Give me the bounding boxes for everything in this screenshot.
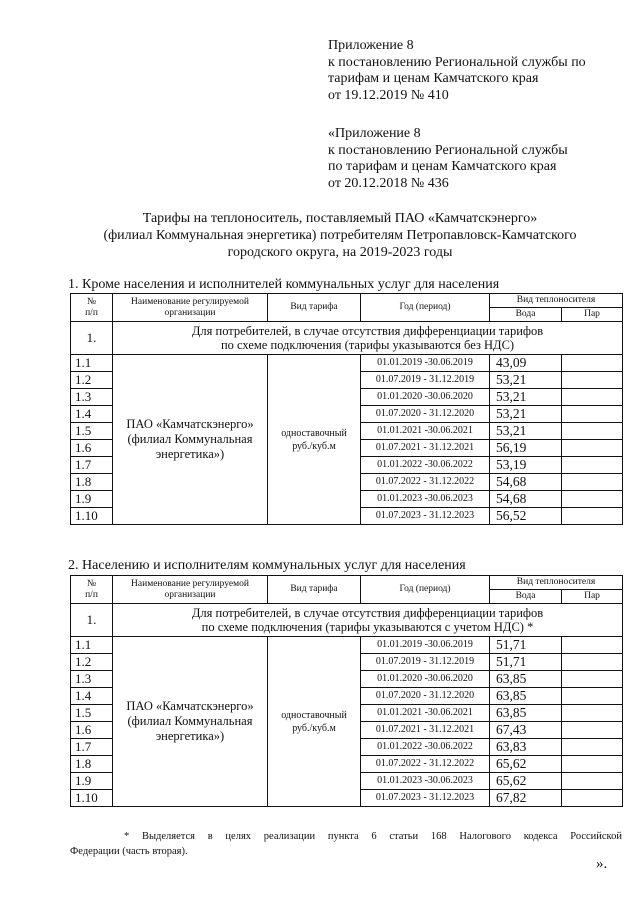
row-steam-value [562, 722, 623, 739]
row-period: 01.01.2020 -30.06.2020 [361, 671, 490, 688]
row-water-value: 63,83 [490, 739, 562, 756]
row-water-value: 65,62 [490, 773, 562, 790]
row-steam-value [562, 773, 623, 790]
org-name-cell: ПАО «Камчатскэнерго» (филиал Коммунальная энергетика») [113, 355, 268, 525]
row-water-value: 54,68 [490, 474, 562, 491]
row-water-value: 53,21 [490, 372, 562, 389]
group-note: Для потребителей, в случае отсутствия дифференциации тарифов по схеме подключения (тарифы указываются с учетом НДС) * [113, 604, 623, 637]
row-period: 01.01.2023 -30.06.2023 [361, 491, 490, 508]
org-name-cell: ПАО «Камчатскэнерго» (филиал Коммунальная энергетика») [113, 637, 268, 807]
row-steam-value [562, 508, 623, 525]
section-1-title: 1. Кроме населения и исполнителей коммунальных услуг для населения [68, 277, 500, 292]
table-row [71, 637, 623, 654]
row-period: 01.01.2022 -30.06.2022 [361, 739, 490, 756]
row-period: 01.01.2020 -30.06.2020 [361, 389, 490, 406]
row-num: 1.2 [71, 372, 113, 389]
row-period: 01.07.2022 - 31.12.2022 [361, 756, 490, 773]
row-steam-value [562, 474, 623, 491]
row-steam-value [562, 491, 623, 508]
row-num: 1.8 [71, 756, 113, 773]
row-water-value: 63,85 [490, 688, 562, 705]
row-steam-value [562, 739, 623, 756]
row-period: 01.07.2019 - 31.12.2019 [361, 654, 490, 671]
row-water-value: 53,21 [490, 406, 562, 423]
row-water-value: 54,68 [490, 491, 562, 508]
annex-line: к постановлению Региональной службы по [328, 54, 586, 70]
row-num: 1.7 [71, 457, 113, 474]
row-water-value: 63,85 [490, 705, 562, 722]
group-num: 1. [71, 604, 113, 637]
row-period: 01.01.2019 -30.06.2019 [361, 637, 490, 654]
row-num: 1.1 [71, 637, 113, 654]
row-period: 01.07.2023 - 31.12.2023 [361, 508, 490, 525]
tariff-table-2 [70, 575, 623, 807]
header-carrier: Вид теплоносителя [490, 576, 623, 590]
row-num: 1.9 [71, 491, 113, 508]
row-num: 1.1 [71, 355, 113, 372]
header-carrier: Вид теплоносителя [490, 294, 623, 308]
row-num: 1.10 [71, 508, 113, 525]
row-steam-value [562, 440, 623, 457]
row-steam-value [562, 756, 623, 773]
annex-line: по тарифам и ценам Камчатского края [328, 159, 557, 174]
row-period: 01.01.2021 -30.06.2021 [361, 705, 490, 722]
row-period: 01.01.2022 -30.06.2022 [361, 457, 490, 474]
footnote [70, 829, 622, 859]
row-period: 01.07.2021 - 31.12.2021 [361, 722, 490, 739]
header-tariff-type: Вид тарифа [268, 294, 361, 322]
table-row [71, 355, 623, 372]
header-steam: Пар [562, 308, 623, 322]
row-water-value: 51,71 [490, 637, 562, 654]
header-org: Наименование регулируемой организации [113, 294, 268, 322]
header-tariff-type: Вид тарифа [268, 576, 361, 604]
row-water-value: 51,71 [490, 654, 562, 671]
row-num: 1.7 [71, 739, 113, 756]
header-water: Вода [490, 590, 562, 604]
document-title [60, 210, 620, 261]
row-num: 1.4 [71, 406, 113, 423]
annex-line: от 19.12.2019 № 410 [328, 87, 449, 103]
row-period: 01.01.2021 -30.06.2021 [361, 423, 490, 440]
row-num: 1.8 [71, 474, 113, 491]
tariff-table-1 [70, 293, 623, 525]
footnote-line: Федерации (часть вторая). [70, 846, 188, 857]
header-steam: Пар [562, 590, 623, 604]
header-period: Год (период) [361, 576, 490, 604]
annex-line: к постановлению Региональной службы [328, 142, 568, 158]
title-line: городского округа, на 2019-2023 годы [227, 245, 453, 260]
group-note: Для потребителей, в случае отсутствия дифференциации тарифов по схеме подключения (тарифы указываются без НДС) [113, 322, 623, 355]
closing-quote: ». [596, 856, 608, 872]
row-steam-value [562, 688, 623, 705]
row-water-value: 63,85 [490, 671, 562, 688]
row-num: 1.2 [71, 654, 113, 671]
row-steam-value [562, 790, 623, 807]
tariff-type-cell: одноставочный руб./куб.м [268, 355, 361, 525]
row-period: 01.07.2020 - 31.12.2020 [361, 688, 490, 705]
row-num: 1.10 [71, 790, 113, 807]
row-num: 1.9 [71, 773, 113, 790]
header-period: Год (период) [361, 294, 490, 322]
header-num: № п/п [71, 576, 113, 604]
row-water-value: 53,21 [490, 423, 562, 440]
header-water: Вода [490, 308, 562, 322]
row-steam-value [562, 372, 623, 389]
annex-header-previous [328, 126, 568, 192]
row-steam-value [562, 705, 623, 722]
header-num: № п/п [71, 294, 113, 322]
group-num: 1. [71, 322, 113, 355]
row-steam-value [562, 637, 623, 654]
row-water-value: 67,43 [490, 722, 562, 739]
row-num: 1.6 [71, 440, 113, 457]
row-steam-value [562, 457, 623, 474]
row-steam-value [562, 406, 623, 423]
row-water-value: 56,52 [490, 508, 562, 525]
row-period: 01.07.2023 - 31.12.2023 [361, 790, 490, 807]
row-water-value: 53,19 [490, 457, 562, 474]
row-steam-value [562, 389, 623, 406]
footnote-line: * Выделяется в целях реализации пункта 6 статьи 168 Налогового кодекса Российской [124, 831, 622, 842]
row-water-value: 67,82 [490, 790, 562, 807]
row-period: 01.01.2023 -30.06.2023 [361, 773, 490, 790]
annex-header-current [328, 38, 586, 104]
row-steam-value [562, 355, 623, 372]
row-num: 1.6 [71, 722, 113, 739]
row-water-value: 56,19 [490, 440, 562, 457]
row-water-value: 65,62 [490, 756, 562, 773]
annex-line: Приложение 8 [328, 38, 414, 53]
row-period: 01.07.2021 - 31.12.2021 [361, 440, 490, 457]
row-period: 01.07.2020 - 31.12.2020 [361, 406, 490, 423]
header-org: Наименование регулируемой организации [113, 576, 268, 604]
section-2-title: 2. Населению и исполнителям коммунальных услуг для населения [68, 558, 466, 573]
row-water-value: 53,21 [490, 389, 562, 406]
row-num: 1.4 [71, 688, 113, 705]
row-steam-value [562, 671, 623, 688]
row-period: 01.07.2019 - 31.12.2019 [361, 372, 490, 389]
annex-line: тарифам и ценам Камчатского края [328, 71, 539, 86]
annex-line: от 20.12.2018 № 436 [328, 175, 449, 191]
row-num: 1.3 [71, 389, 113, 406]
annex-line: «Приложение 8 [328, 126, 421, 141]
title-line: Тарифы на теплоноситель, поставляемый ПАО «Камчатскэнерго» [142, 211, 538, 226]
title-line: (филиал Коммунальная энергетика) потребителям Петропавловск-Камчатского [103, 228, 577, 243]
row-num: 1.5 [71, 423, 113, 440]
tariff-type-cell: одноставочный руб./куб.м [268, 637, 361, 807]
row-water-value: 43,09 [490, 355, 562, 372]
row-period: 01.07.2022 - 31.12.2022 [361, 474, 490, 491]
row-period: 01.01.2019 -30.06.2019 [361, 355, 490, 372]
row-num: 1.3 [71, 671, 113, 688]
row-num: 1.5 [71, 705, 113, 722]
row-steam-value [562, 423, 623, 440]
row-steam-value [562, 654, 623, 671]
